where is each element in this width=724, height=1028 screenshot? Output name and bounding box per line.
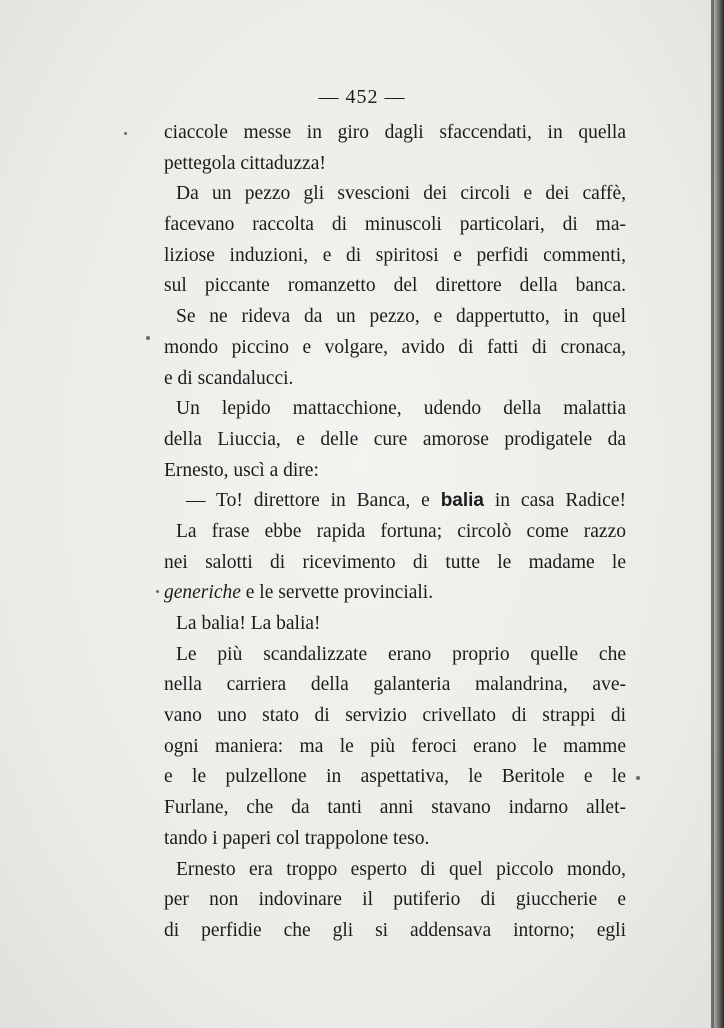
text-line: Furlane, che da tanti anni stavano indarno allet- [164, 797, 626, 819]
text-line: nei salotti di ricevimento di tutte le madame le [164, 551, 626, 573]
text-line: pettegola cittaduzza! [164, 152, 326, 174]
page-number: — 452 — [318, 86, 406, 108]
ink-speck [636, 776, 640, 780]
text-line: di perfidie che gli si addensava intorno; egli [164, 919, 626, 941]
quote-text-after: in casa Radice! [484, 490, 626, 512]
text-line: Ernesto era troppo esperto di quel piccolo mondo, [176, 858, 626, 880]
text-line: Da un pezzo gli svescioni dei circoli e dei caffè, [176, 183, 626, 205]
text-line [164, 578, 626, 609]
text-line: per non indovinare il putiferio di giuccherie e [164, 889, 626, 911]
text-line: sul piccante romanzetto del direttore della banca. [164, 275, 626, 297]
text-line: e di scandalucci. [164, 367, 294, 389]
text-line: facevano raccolta di minuscoli particolari, di ma- [164, 214, 626, 236]
ink-speck [124, 132, 127, 135]
text-line: liziose induzioni, e di spiritosi e perfidi commenti, [164, 244, 626, 266]
text-line: Le più scandalizzate erano proprio quelle che [176, 643, 626, 665]
text-line: La frase ebbe rapida fortuna; circolò come razzo [176, 520, 626, 542]
text-line: della Liuccia, e delle cure amorose prodigatele da [164, 428, 626, 450]
page-edge-shadow [710, 0, 724, 1028]
ink-speck [146, 336, 150, 340]
text-line: tando i paperi col trappolone teso. [164, 827, 430, 849]
quote-line [164, 486, 626, 517]
italic-word: generiche [164, 582, 241, 604]
text-line: ogni maniera: ma le più feroci erano le mamme [164, 735, 626, 757]
text-line: Ernesto, uscì a dire: [164, 459, 319, 481]
text-line: Se ne rideva da un pezzo, e dappertutto, in quel [176, 306, 626, 328]
line-rest: e le servette provinciali. [245, 582, 434, 604]
text-line: La balia! La balia! [176, 613, 321, 634]
text-line: nella carriera della galanteria malandrina, ave- [164, 674, 626, 696]
quote-bold-word: balia [440, 490, 484, 512]
quote-text-before: — To! direttore in Banca, e [186, 490, 441, 512]
text-line: Un lepido mattacchione, udendo della malattia [176, 398, 626, 420]
text-line: ciaccole messe in giro dagli sfaccendati, in quella [164, 122, 626, 143]
text-line: vano uno stato di servizio crivellato di strappi di [164, 705, 626, 727]
body-text [164, 118, 626, 947]
text-line: e le pulzellone in aspettativa, le Beritole e le [164, 766, 626, 788]
ink-speck [156, 590, 159, 593]
text-line: mondo piccino e volgare, avido di fatti di cronaca, [164, 336, 626, 358]
